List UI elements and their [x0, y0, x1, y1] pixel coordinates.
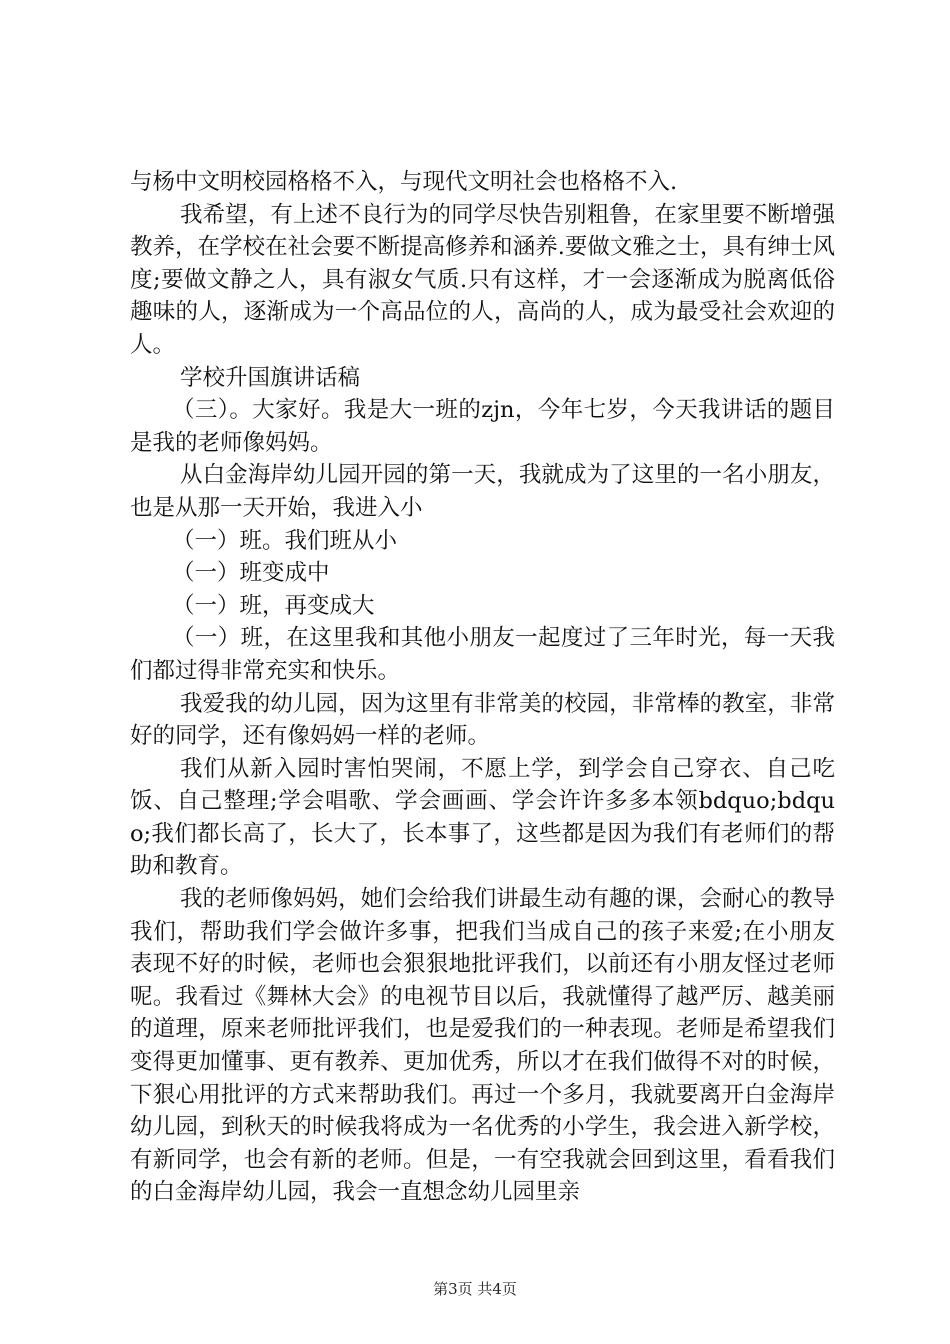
paragraph-1: 与杨中文明校园格格不入，与现代文明社会也格格不入.: [130, 169, 678, 195]
paragraph-5: （一）班。我们班从小: [172, 527, 398, 554]
section-heading: 学校升国旗讲话稿: [180, 364, 361, 391]
page-footer: 第3页 共4页: [433, 1280, 517, 1298]
paragraph-10: 我们从新入园时害怕哭闹，不愿上学，到学会自己穿衣、自己吃饭、自己整理;学会唱歌、学会画画、学会许许多多本领bdquo;bdquo;我们都长高了，长大了，长本事了，这些都是因为我们有老师们的帮助和教育。: [130, 755, 835, 880]
paragraph-3: （三）。大家好。我是大一班的zjn，今年七岁，今天我讲话的题目是我的老师像妈妈。: [130, 397, 835, 456]
paragraph-2: 我希望，有上述不良行为的同学尽快告别粗鲁，在家里要不断增强教养，在学校在社会要不断提高修养和涵养.要做文雅之士，具有绅士风度;要做文静之人，具有淑女气质.只有这样，才一会逐渐成为脱离低俗趣味的人，逐渐成为一个高品位的人，高尚的人，成为最受社会欢迎的人。: [130, 201, 835, 358]
paragraph-8: （一）班，在这里我和其他小朋友一起度过了三年时光，每一天我们都过得非常充实和快乐。: [130, 625, 835, 684]
paragraph-9: 我爱我的幼儿园，因为这里有非常美的校园，非常棒的教室，非常好的同学，还有像妈妈一样的老师。: [130, 690, 835, 750]
paragraph-6: （一）班变成中: [172, 560, 330, 587]
paragraph-11: 我的老师像妈妈，她们会给我们讲最生动有趣的课，会耐心的教导我们，帮助我们学会做许多事，把我们当成自己的孩子来爱;在小朋友表现不好的时候，老师也会狠狠地批评我们，以前还有小朋友怪过老师呢。我看过《舞林大会》的电视节目以后，我就懂得了越严厉、越美丽的道理，原来老师批评我们，也是爱我们的一种表现。老师是希望我们变得更加懂事、更有教养、更加优秀，所以才在我们做得不对的时候，下狠心用批评的方式来帮助我们。再过一个多月，我就要离开白金海岸幼儿园，到秋天的时候我将成为一名优秀的小学生，我会进入新学校，有新同学，也会有新的老师。但是，一有空我就会回到这里，看看我们的白金海岸幼儿园，我会一直想念幼儿园里亲: [130, 886, 835, 1206]
paragraph-4: 从白金海岸幼儿园开园的第一天，我就成为了这里的一名小朋友，也是从那一天开始，我进入小: [130, 462, 835, 521]
document-body: [130, 166, 835, 1209]
paragraph-7: （一）班，再变成大: [172, 592, 375, 619]
